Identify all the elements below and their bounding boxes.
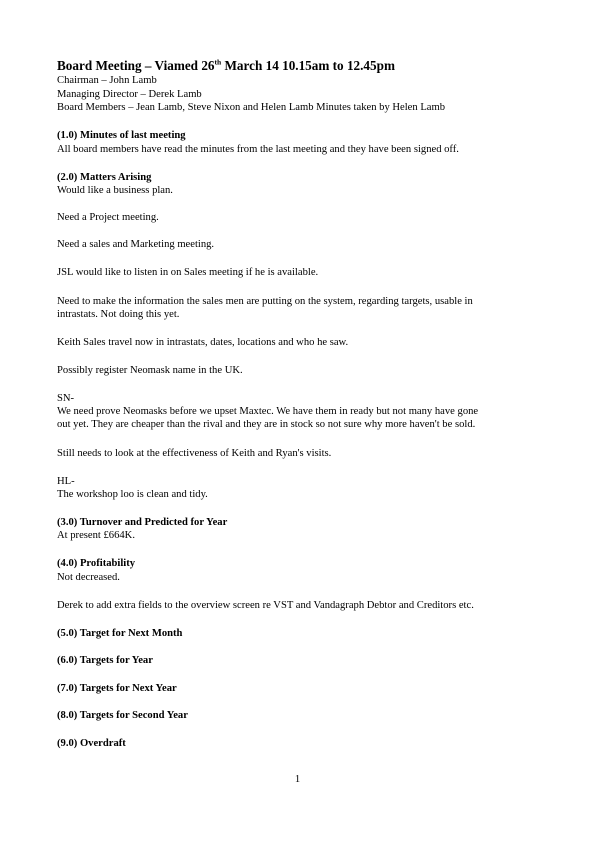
paragraph: Still needs to look at the effectiveness of Keith and Ryan's visits. — [57, 448, 332, 459]
section-heading: (7.0) Targets for Next Year — [57, 683, 177, 694]
paragraph: Not decreased. — [57, 572, 120, 583]
title-superscript: th — [214, 57, 222, 67]
paragraph: Keith Sales travel now in intrastats, dates, locations and who he saw. — [57, 337, 349, 348]
page-number: 1 — [294, 774, 301, 785]
paragraph: At present £664K. — [57, 530, 135, 541]
paragraph: Derek to add extra fields to the overview screen re VST and Vandagraph Debtor and Creditors etc. — [57, 600, 474, 611]
section-heading: (9.0) Overdraft — [57, 738, 126, 749]
paragraph: The workshop loo is clean and tidy. — [57, 489, 208, 500]
section-heading: (3.0) Turnover and Predicted for Year — [57, 517, 228, 528]
paragraph: All board members have read the minutes from the last meeting and they have been signed off. — [57, 144, 459, 155]
section-heading: (4.0) Profitability — [57, 558, 136, 569]
paragraph: We need prove Neomasks before we upset Maxtec. We have them in ready but not many have gone — [57, 406, 479, 417]
section-heading: (2.0) Matters Arising — [57, 172, 152, 183]
speaker-label: HL- — [57, 476, 75, 487]
paragraph: Possibly register Neomask name in the UK. — [57, 365, 243, 376]
section-heading: (6.0) Targets for Year — [57, 655, 153, 666]
speaker-label: SN- — [57, 393, 75, 404]
paragraph: intrastats. Not doing this yet. — [57, 309, 180, 320]
section-heading: (8.0) Targets for Second Year — [57, 710, 188, 721]
section-heading: (5.0) Target for Next Month — [57, 628, 183, 639]
paragraph: Need to make the information the sales men are putting on the system, regarding targets, usable in — [57, 296, 473, 307]
paragraph: Would like a business plan. — [57, 185, 173, 196]
title-time: March 14 10.15am to 12.45pm — [221, 58, 395, 73]
section-heading: (1.0) Minutes of last meeting — [57, 130, 186, 141]
title-text: Board Meeting – Viamed 26 — [57, 58, 215, 73]
paragraph: JSL would like to listen in on Sales meeting if he is available. — [57, 267, 319, 278]
paragraph: Need a sales and Marketing meeting. — [57, 239, 215, 250]
meeting-title — [57, 58, 395, 73]
paragraph: out yet. They are cheaper than the rival and they are in stock so not sure why more haven't be sold. — [57, 419, 476, 430]
paragraph: Need a Project meeting. — [57, 212, 159, 223]
managing-director-line: Managing Director – Derek Lamb — [57, 89, 202, 100]
board-members-line: Board Members – Jean Lamb, Steve Nixon and Helen Lamb Minutes taken by Helen Lamb — [57, 102, 446, 113]
chairman-line: Chairman – John Lamb — [57, 75, 157, 86]
